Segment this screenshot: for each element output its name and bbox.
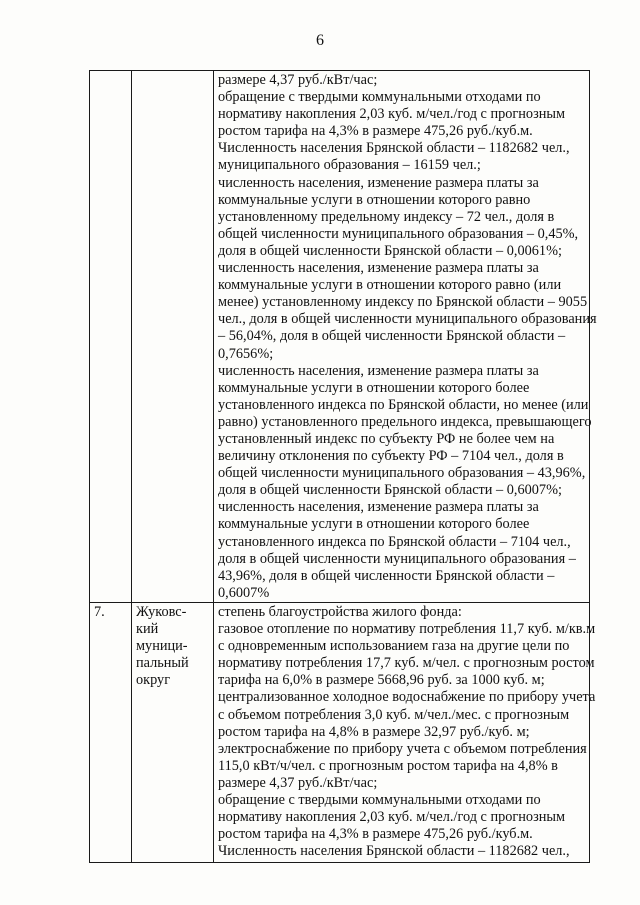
municipality-name-line: муници- — [136, 638, 188, 655]
text-line: численность населения, изменение размера платы за — [218, 174, 539, 191]
text-line: коммунальные услуги в отношении которого более — [218, 516, 530, 533]
municipality-name-cell — [132, 71, 214, 603]
text-line: коммунальные услуги в отношении которого равно — [218, 191, 531, 208]
text-line: с одновременным использованием газа на другие цели по — [218, 638, 570, 655]
text-line: централизованное холодное водоснабжение по прибору учета — [218, 689, 596, 706]
text-line: общей численности муниципального образования – 0,45%, — [218, 225, 579, 242]
text-line: чел., доля в общей численности муниципального образования — [218, 311, 597, 328]
text-line: Численность населения Брянской области – 1182682 чел., — [218, 843, 570, 860]
text-line: установленного индекса по Брянской области – 7104 чел., — [218, 533, 571, 550]
text-line: ростом тарифа на 4,3% в размере 475,26 руб./куб.м. — [218, 123, 533, 140]
text-line: – 56,04%, доля в общей численности Брянской области – — [218, 328, 566, 345]
text-line: величину отклонения по субъекту РФ – 7104 чел., доля в — [218, 448, 564, 465]
row-number-cell — [90, 603, 132, 863]
text-line: газовое отопление по нормативу потребления 11,7 куб. м/кв.м — [218, 621, 596, 638]
text-line: обращение с твердыми коммунальными отходами по — [218, 89, 541, 106]
municipality-name-cell — [132, 603, 214, 863]
text-line: численность населения, изменение размера платы за — [218, 499, 539, 516]
text-line: доля в общей численности Брянской области – 0,6007%; — [218, 482, 562, 499]
text-line: муниципального образования – 16159 чел.; — [218, 157, 481, 174]
text-line: степень благоустройства жилого фонда: — [218, 604, 462, 620]
text-line: размере 4,37 руб./кВт/час; — [218, 72, 378, 88]
text-line: нормативу накопления 2,03 куб. м/чел./год с прогнозным — [218, 809, 566, 826]
text-line: 0,6007% — [218, 584, 270, 601]
row-number-cell — [90, 71, 132, 603]
text-line: менее) установленному индексу по Брянской области – 9055 — [218, 294, 588, 311]
text-line: с объемом потребления 3,0 куб. м/чел./мес. с прогнозным — [218, 706, 570, 723]
text-line: установленный индекс по субъекту РФ не более чем на — [218, 430, 555, 447]
municipality-name-line: пальный — [136, 655, 189, 672]
row-number: 7. — [94, 604, 105, 620]
description-cell — [214, 603, 596, 863]
table-row — [90, 71, 590, 603]
text-line: ростом тарифа на 4,8% в размере 32,97 руб./куб. м; — [218, 723, 530, 740]
document-table — [89, 70, 597, 863]
text-line: коммунальные услуги в отношении которого более — [218, 379, 530, 396]
text-line: нормативу накопления 2,03 куб. м/чел./год с прогнозным — [218, 106, 566, 123]
table-row — [90, 603, 590, 863]
text-line: установленному предельному индексу – 72 чел., доля в — [218, 208, 555, 225]
municipality-name-line: кий — [136, 621, 159, 638]
text-line: доля в общей численности муниципального образования – — [218, 550, 576, 567]
text-line: равно) установленного предельного индекса, превышающего — [218, 413, 592, 430]
text-line: 43,96%, доля в общей численности Брянской области – — [218, 567, 555, 584]
text-line: Численность населения Брянской области – 1182682 чел., — [218, 140, 570, 157]
text-line: электроснабжение по прибору учета с объемом потребления — [218, 740, 587, 757]
text-line: коммунальные услуги в отношении которого равно (или — [218, 277, 562, 294]
text-line: обращение с твердыми коммунальными отходами по — [218, 792, 541, 809]
text-line: установленного индекса по Брянской области, но менее (или — [218, 396, 589, 413]
text-line: общей численности муниципального образования – 43,96%, — [218, 465, 586, 482]
text-line: доля в общей численности Брянской области – 0,0061%; — [218, 242, 562, 259]
text-line: тарифа на 6,0% в размере 5668,96 руб. за 1000 куб. м; — [218, 672, 545, 689]
text-line: численность населения, изменение размера платы за — [218, 260, 539, 277]
text-line: численность населения, изменение размера платы за — [218, 362, 539, 379]
municipality-name-line: Жуковс- — [136, 604, 187, 620]
text-line: 115,0 кВт/ч/чел. с прогнозным ростом тарифа на 4,8% в — [218, 757, 558, 774]
municipality-name-line: округ — [136, 672, 171, 689]
page-number: 6 — [316, 32, 324, 49]
description-cell — [214, 71, 597, 603]
text-line: нормативу потребления 17,7 куб. м/чел. с прогнозным ростом — [218, 655, 595, 672]
text-line: ростом тарифа на 4,3% в размере 475,26 руб./куб.м. — [218, 826, 533, 843]
text-line: размере 4,37 руб./кВт/час; — [218, 774, 378, 791]
text-line: 0,7656%; — [218, 345, 274, 362]
